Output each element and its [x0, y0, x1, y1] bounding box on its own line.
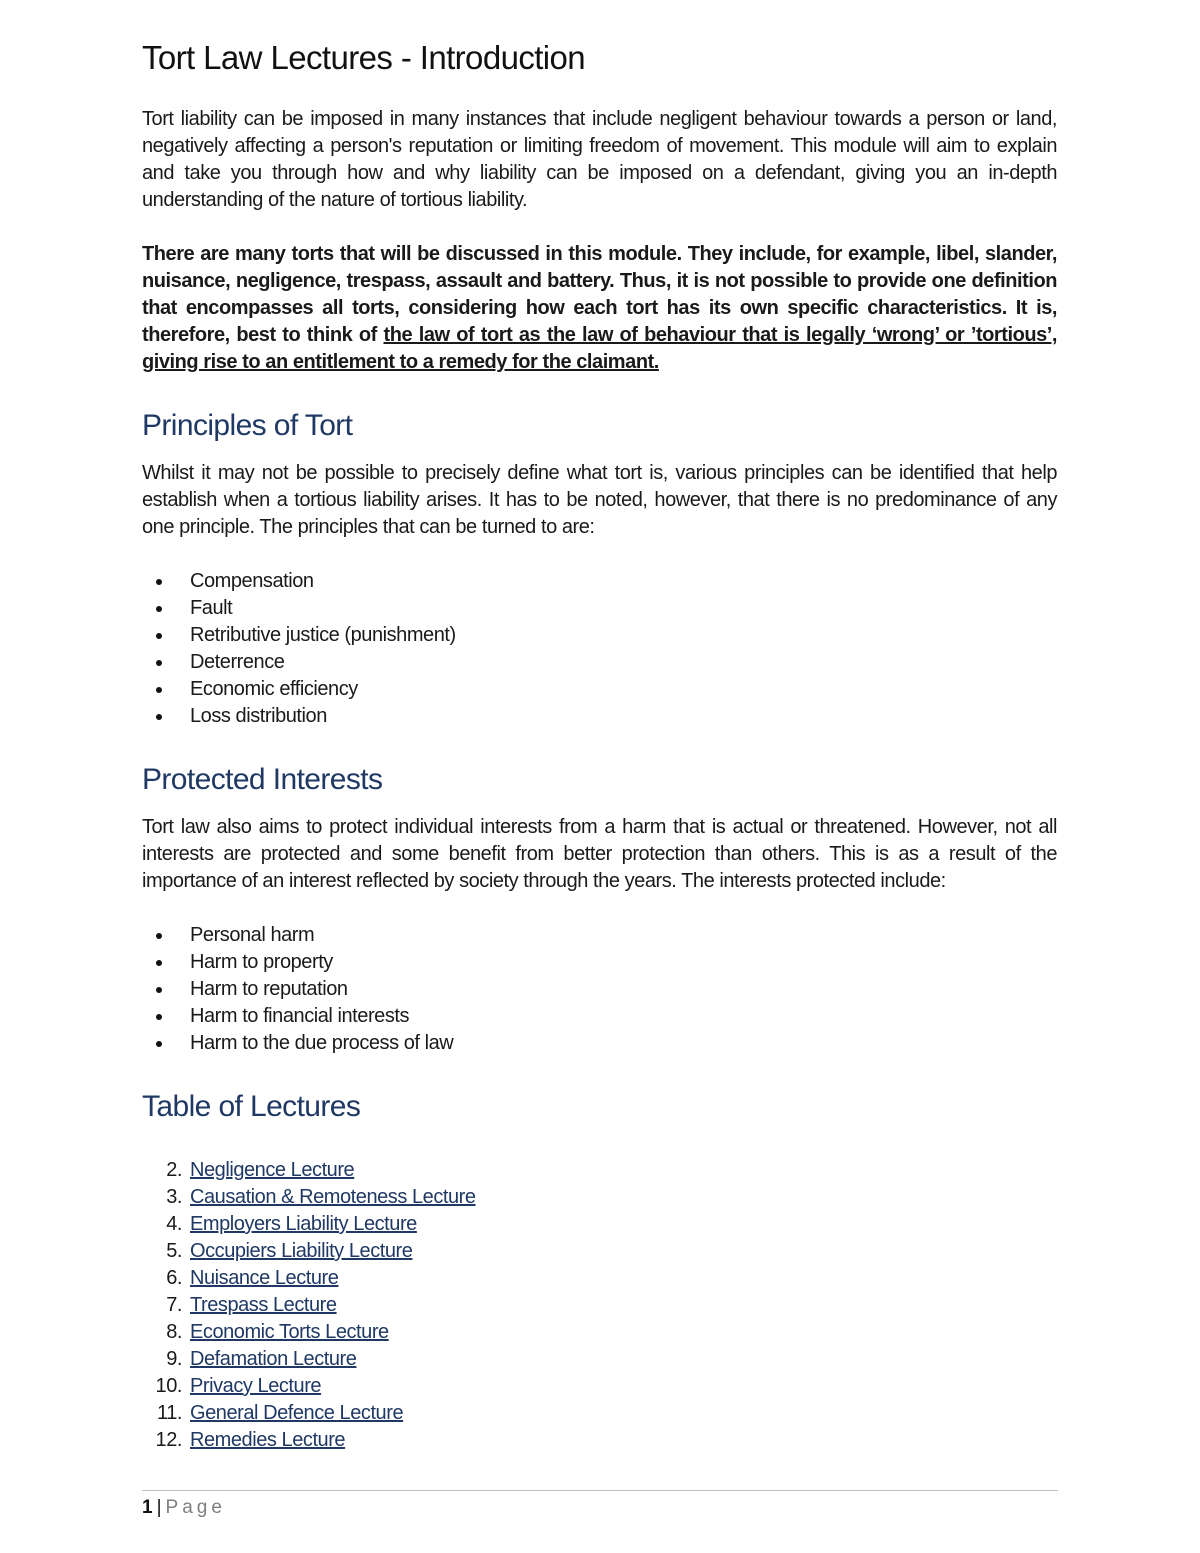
- list-item: [142, 1400, 1057, 1427]
- list-number: 12.: [155, 1429, 182, 1451]
- bullet-icon: [156, 660, 162, 666]
- document-page: [142, 36, 1057, 1454]
- list-item-label: Loss distribution: [190, 705, 327, 727]
- list-item-label: Harm to financial interests: [190, 1005, 410, 1027]
- list-number: 2.: [166, 1159, 182, 1181]
- footer-separator: |: [156, 1497, 162, 1518]
- footer-divider: [142, 1490, 1058, 1491]
- lecture-link-employers-liability[interactable]: Employers Liability Lecture: [190, 1213, 417, 1235]
- bullet-icon: [156, 714, 162, 720]
- list-item: [142, 568, 1057, 595]
- list-item-label: Deterrence: [190, 651, 285, 673]
- principles-list: [142, 568, 1057, 730]
- bullet-icon: [156, 1014, 162, 1020]
- list-item: [142, 649, 1057, 676]
- intro-paragraph: Tort liability can be imposed in many instances that include negligent behaviour towards a person or land, negatively affecting a person's reputation or limiting freedom of movement. This module will aim to explain and take you through how and why liability can be imposed on a defendant, giving you an in-depth understanding of the nature of tortious liability.: [142, 108, 1057, 211]
- lecture-link-privacy[interactable]: Privacy Lecture: [190, 1375, 322, 1397]
- lecture-link-occupiers-liability[interactable]: Occupiers Liability Lecture: [190, 1240, 413, 1262]
- list-number: 3.: [166, 1186, 182, 1208]
- bullet-icon: [156, 933, 162, 939]
- list-item: [142, 1346, 1057, 1373]
- table-of-lectures-heading: Table of Lectures: [142, 1090, 361, 1123]
- bullet-icon: [156, 1041, 162, 1047]
- lecture-link-general-defence[interactable]: General Defence Lecture: [190, 1402, 404, 1424]
- list-item-label: Personal harm: [190, 924, 315, 946]
- bullet-icon: [156, 579, 162, 585]
- definition-underlined-text: the law of tort as the law of behaviour that is legally ‘wrong’ or ’tortious’, giving rise to an entitlement to a remedy for the claimant.: [142, 324, 1057, 373]
- list-item-label: Retributive justice (punishment): [190, 624, 456, 646]
- lecture-link-nuisance[interactable]: Nuisance Lecture: [190, 1267, 339, 1289]
- list-item: [142, 1373, 1057, 1400]
- list-item: [142, 1184, 1057, 1211]
- list-item: [142, 1003, 1057, 1030]
- list-number: 10.: [155, 1375, 182, 1397]
- list-number: 7.: [166, 1294, 182, 1316]
- list-item-label: Compensation: [190, 570, 314, 592]
- bullet-icon: [156, 606, 162, 612]
- list-item: [142, 676, 1057, 703]
- bullet-icon: [156, 987, 162, 993]
- principles-heading: Principles of Tort: [142, 409, 353, 442]
- list-item-label: Harm to reputation: [190, 978, 348, 1000]
- lecture-link-negligence[interactable]: Negligence Lecture: [190, 1159, 355, 1181]
- list-item: [142, 1319, 1057, 1346]
- page-number: 1: [142, 1497, 153, 1518]
- list-number: 8.: [166, 1321, 182, 1343]
- list-item: [142, 1292, 1057, 1319]
- list-item: [142, 595, 1057, 622]
- list-item-label: Harm to property: [190, 951, 333, 973]
- page-footer: [142, 1496, 226, 1520]
- list-item: [142, 1427, 1057, 1454]
- list-item: [142, 1211, 1057, 1238]
- list-item: [142, 622, 1057, 649]
- page-label: Page: [165, 1497, 226, 1518]
- definition-text: There are many torts that will be discussed in this module. They include, for example, libel, slander, nuisance, negligence, trespass, assault and battery. Thus, it is not possible to provide one definition that encompasses all torts, considering how each tort has its own specific characteristics. It is, therefore, best to think of: [142, 243, 1057, 346]
- lecture-link-trespass[interactable]: Trespass Lecture: [190, 1294, 337, 1316]
- lecture-link-economic-torts[interactable]: Economic Torts Lecture: [190, 1321, 389, 1343]
- list-item: [142, 1238, 1057, 1265]
- list-item: [142, 976, 1057, 1003]
- lecture-link-remedies[interactable]: Remedies Lecture: [190, 1429, 346, 1451]
- principles-paragraph: Whilst it may not be possible to precisely define what tort is, various principles can be identified that help establish when a tortious liability arises. It has to be noted, however, that there is no predominance of any one principle. The principles that can be turned to are:: [142, 462, 1057, 538]
- bullet-icon: [156, 960, 162, 966]
- document-title: Tort Law Lectures - Introduction: [142, 39, 586, 76]
- protected-interests-paragraph: Tort law also aims to protect individual interests from a harm that is actual or threatened. However, not all interests are protected and some benefit from better protection than others. This is as a result of the importance of an interest reflected by society through the years. The interests protected include:: [142, 816, 1057, 892]
- lecture-link-causation[interactable]: Causation & Remoteness Lecture: [190, 1186, 476, 1208]
- protected-interests-heading: Protected Interests: [142, 763, 383, 796]
- list-item: [142, 703, 1057, 730]
- bullet-icon: [156, 633, 162, 639]
- list-item: [142, 1030, 1057, 1057]
- list-item: [142, 1157, 1057, 1184]
- list-number: 9.: [166, 1348, 182, 1370]
- definition-paragraph: [142, 241, 1057, 376]
- protected-interests-list: [142, 922, 1057, 1057]
- lectures-list: [142, 1157, 1057, 1454]
- list-item: [142, 922, 1057, 949]
- list-item-label: Fault: [190, 597, 233, 619]
- list-item: [142, 1265, 1057, 1292]
- list-item-label: Economic efficiency: [190, 678, 358, 700]
- lecture-link-defamation[interactable]: Defamation Lecture: [190, 1348, 357, 1370]
- list-number: 5.: [166, 1240, 182, 1262]
- list-number: 6.: [166, 1267, 182, 1289]
- list-number: 11.: [157, 1402, 182, 1424]
- list-number: 4.: [166, 1213, 182, 1235]
- bullet-icon: [156, 687, 162, 693]
- list-item-label: Harm to the due process of law: [190, 1032, 454, 1054]
- list-item: [142, 949, 1057, 976]
